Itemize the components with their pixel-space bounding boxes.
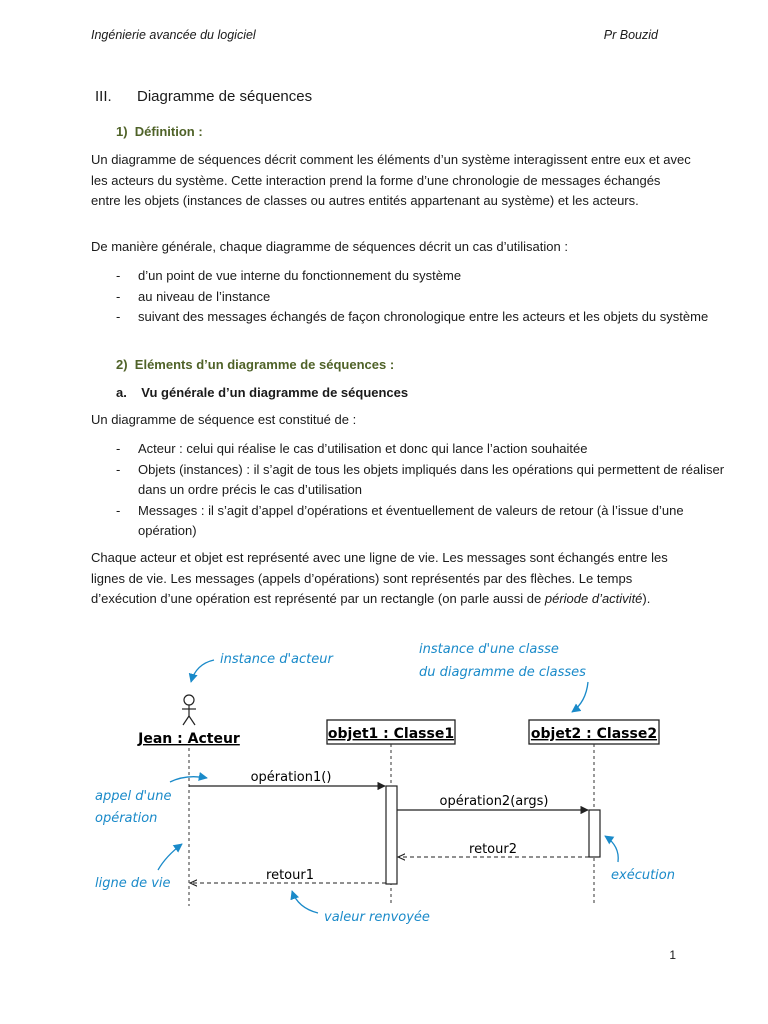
annotation-class-instance-line1: instance d'une classe <box>419 642 559 657</box>
annotation-execution: exécution <box>611 868 675 883</box>
return2-label: retour2 <box>469 842 517 857</box>
elements-intro: Un diagramme de séquence est constitué de : <box>91 412 357 427</box>
annotation-return-value: valeur renvoyée <box>324 910 430 925</box>
page-number: 1 <box>669 948 676 962</box>
message1-label: opération1() <box>250 770 332 785</box>
object2-label: objet2 : Classe2 <box>530 726 658 742</box>
section-title-text: Diagramme de séquences <box>137 88 313 105</box>
annotation-actor-instance: instance d'acteur <box>220 652 333 667</box>
definition-heading: 1) Définition : <box>116 124 203 139</box>
object1-activation-bar <box>386 786 397 884</box>
elements-subheading: a. Vu générale d’un diagramme de séquences <box>116 385 409 400</box>
object1-label: objet1 : Classe1 <box>327 726 455 742</box>
definition-paragraph-2: De manière générale, chaque diagramme de séquences décrit un cas d’utilisation : <box>91 239 568 254</box>
annotation-call-line2: opération <box>95 811 158 826</box>
actor-label: Jean : Acteur <box>138 731 240 747</box>
annotation-execution-arrow <box>605 836 618 862</box>
annotation-class-instance-line2: du diagramme de classes <box>419 665 586 680</box>
list-item: - suivant des messages échangés de façon chronologique entre les acteurs et les objets du système <box>91 307 726 328</box>
closing-italic: période d’activité <box>544 591 643 607</box>
list-item: - d’un point de vue interne du fonctionnement du système <box>91 266 726 287</box>
list-item: - Objets (instances) : il s’agit de tous les objets impliqués dans les opérations qui permettent de réaliser dans un ordre précis le cas d’utilisation <box>91 460 726 501</box>
annotation-call-line1: appel d'une <box>95 789 172 804</box>
actor-stick-figure-icon <box>182 695 196 725</box>
annotation-actor-arrow <box>191 660 214 682</box>
header-author: Pr Bouzid <box>603 28 658 42</box>
annotation-lifeline: ligne de vie <box>95 876 171 891</box>
closing-text: Chaque acteur et objet est représenté avec une ligne de vie. Les messages sont échangés entre les lignes de vie. Les messages (appels d’opérations) sont représentés par des flèches. Le temps d’exécution d’une opération est représenté par un rectangle (on parle aussi de <box>91 550 668 607</box>
annotation-return-arrow <box>292 891 318 913</box>
return1-label: retour1 <box>266 868 314 883</box>
object2-activation-bar <box>589 810 600 857</box>
list-item: - au niveau de l’instance <box>91 287 726 308</box>
message2-label: opération2(args) <box>439 794 549 809</box>
section-number: III. <box>95 88 112 105</box>
list-item: - Messages : il s’agit d’appel d’opérations et éventuellement de valeurs de retour (à l’issue d’une opération) <box>91 501 726 542</box>
annotation-class-arrow <box>572 682 588 712</box>
closing-end: ). <box>642 591 651 607</box>
definition-paragraph-1: Un diagramme de séquences décrit comment les éléments d’un système interagissent entre eux et avec les acteurs du système. Cette interaction prend la forme d’une chronologie de messages échangés entre les objets (instances de classes ou autres entités appartenant au système) et les acteurs. <box>91 152 691 209</box>
list-item: - Acteur : celui qui réalise le cas d’utilisation et donc qui lance l’action souhaitée <box>91 439 726 460</box>
elements-heading: 2) Eléments d’un diagramme de séquences : <box>116 357 395 372</box>
header-course: Ingénierie avancée du logiciel <box>91 28 256 42</box>
annotation-lifeline-arrow <box>158 844 182 870</box>
